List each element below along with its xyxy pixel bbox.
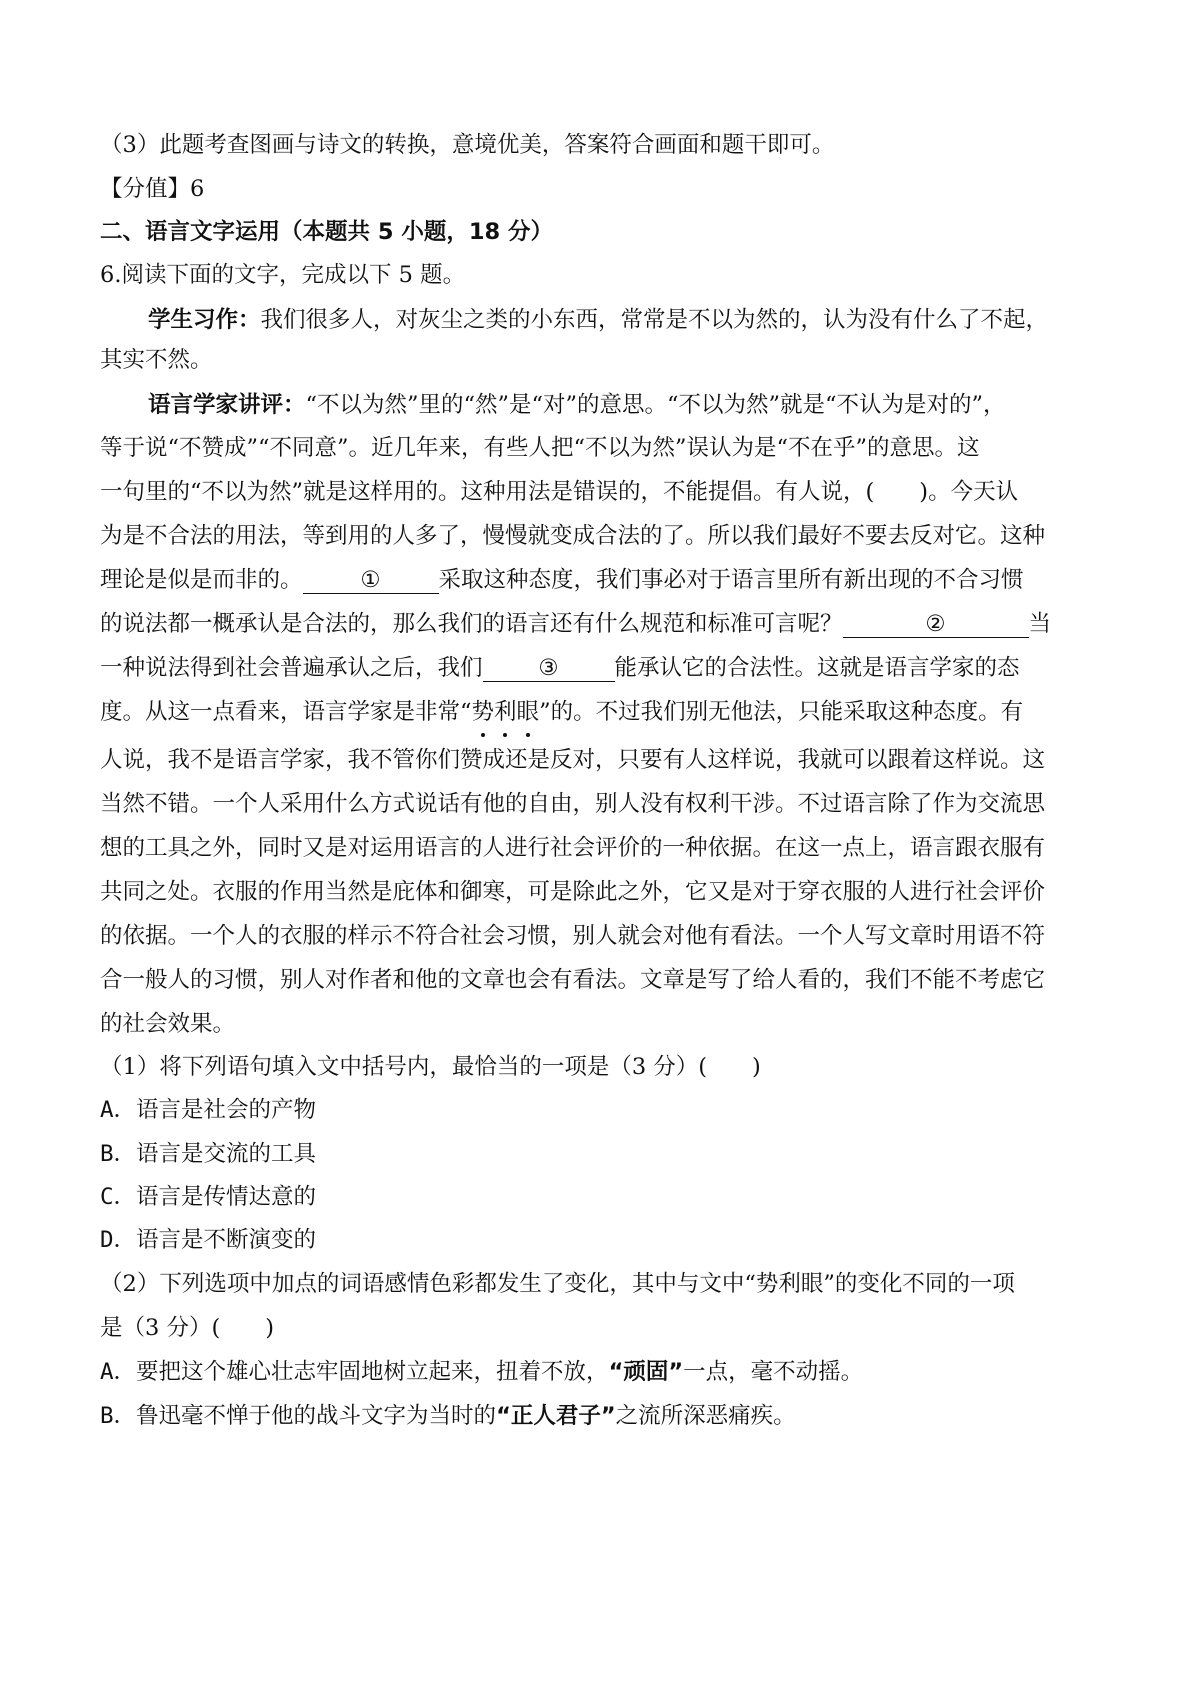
passage-line	[100, 653, 1112, 683]
passage-line: 其实不然。	[100, 347, 213, 373]
emphasis-char: 利	[494, 699, 517, 725]
passage-line	[100, 697, 1112, 727]
emphasis-char: 眼	[516, 699, 540, 725]
question-1-option-b: B．语言是交流的工具	[100, 1141, 317, 1167]
option-text: 一点，毫不动摇。	[683, 1359, 864, 1385]
student-essay-line	[148, 305, 1112, 335]
option-text: A．要把这个雄心壮志牢固地树立起来，扭着不放，	[100, 1359, 609, 1385]
passage-line: 的依据。一个人的衣服的样示不符合社会习惯，别人就会对他有看法。一个人写文章时用语不符	[100, 923, 1046, 949]
fill-blank-1: ①	[303, 567, 439, 594]
passage-text: 度。从这一点看来，语言学家是非常“	[100, 699, 472, 725]
linguist-comment-text: “不以为然”里的“然”是“对”的意思。“不以为然”就是“不认为是对的”，	[305, 392, 1006, 418]
passage-line: 为是不合法的用法，等到用的人多了，慢慢就变成合法的了。所以我们最好不要去反对它。这种	[100, 523, 1046, 549]
question-1-option-a: A．语言是社会的产物	[100, 1097, 317, 1123]
passage-line: 的社会效果。	[100, 1011, 236, 1037]
passage-line	[100, 565, 1112, 595]
student-essay-label: 学生习作：	[148, 307, 261, 333]
passage-text: 当	[1028, 611, 1052, 637]
question-2-option-a	[100, 1357, 1112, 1387]
question-1-option-d: D．语言是不断演变的	[100, 1227, 317, 1253]
passage-text: ”的。不过我们别无他法，只能采取这种态度。有	[539, 699, 1024, 725]
section-heading: 二、语言文字运用（本题共 5 小题，18 分）	[100, 219, 553, 245]
question-1-option-c: C．语言是传情达意的	[100, 1184, 317, 1210]
fill-blank-2: ②	[843, 611, 1029, 638]
passage-line: 合一般人的习惯，别人对作者和他的文章也会有看法。文章是写了给人看的，我们不能不考虑它	[100, 967, 1046, 993]
fill-blank-3: ③	[483, 655, 615, 682]
passage-line: 想的工具之外，同时又是对运用语言的人进行社会评价的一种依据。在这一点上，语言跟衣服有	[100, 835, 1046, 861]
answer-note-3: （3）此题考查图画与诗文的转换，意境优美，答案符合画面和题干即可。	[100, 132, 835, 158]
emphasized-word: “顽固”	[608, 1359, 684, 1385]
option-text: B．鲁迅毫不惮于他的战斗文字为当时的	[100, 1403, 497, 1429]
emphasized-word: “正人君子”	[496, 1403, 616, 1429]
linguist-comment-line	[148, 390, 1112, 420]
question-1: （1）将下列语句填入文中括号内，最恰当的一项是（3 分）( )	[100, 1054, 761, 1080]
passage-line: 当然不错。一个人采用什么方式说话有他的自由，别人没有权利干涉。不过语言除了作为交流思	[100, 791, 1046, 817]
question-2-cont: 是（3 分）( )	[100, 1315, 275, 1341]
passage-text: 采取这种态度，我们事必对于语言里所有新出现的不合习惯	[438, 567, 1024, 593]
question-6-intro: 6.阅读下面的文字，完成以下 5 题。	[100, 262, 466, 288]
passage-text: 理论是似是而非的。	[100, 567, 303, 593]
passage-text: 的说法都一概承认是合法的，那么我们的语言还有什么规范和标准可言呢？	[100, 611, 843, 637]
score-value: 【分值】6	[100, 176, 205, 202]
passage-line: 共同之处。衣服的作用当然是庇体和御寒，可是除此之外，它又是对于穿衣服的人进行社会评价	[100, 879, 1046, 905]
passage-line: 人说，我不是语言学家，我不管你们赞成还是反对，只要有人这样说，我就可以跟着这样说。这	[100, 747, 1046, 773]
student-essay-text: 我们很多人，对灰尘之类的小东西，常常是不以为然的，认为没有什么了不起，	[260, 307, 1049, 333]
passage-line: 一句里的“不以为然”就是这样用的。这种用法是错误的，不能提倡。有人说，( )。今天认	[100, 479, 1019, 505]
option-text: 之流所深恶痛疾。	[615, 1403, 796, 1429]
passage-line	[100, 609, 1112, 639]
linguist-comment-label: 语言学家讲评：	[148, 392, 306, 418]
passage-line: 等于说“不赞成”“不同意”。近几年来，有些人把“不以为然”误认为是“不在乎”的意思。这	[100, 435, 980, 461]
passage-text: 一种说法得到社会普遍承认之后，我们	[100, 655, 483, 681]
passage-text: 能承认它的合法性。这就是语言学家的态	[614, 655, 1020, 681]
question-2-option-b	[100, 1401, 1112, 1431]
question-2: （2）下列选项中加点的词语感情色彩都发生了变化，其中与文中“势利眼”的变化不同的一项	[100, 1271, 1015, 1297]
emphasis-char: 势	[471, 699, 495, 725]
